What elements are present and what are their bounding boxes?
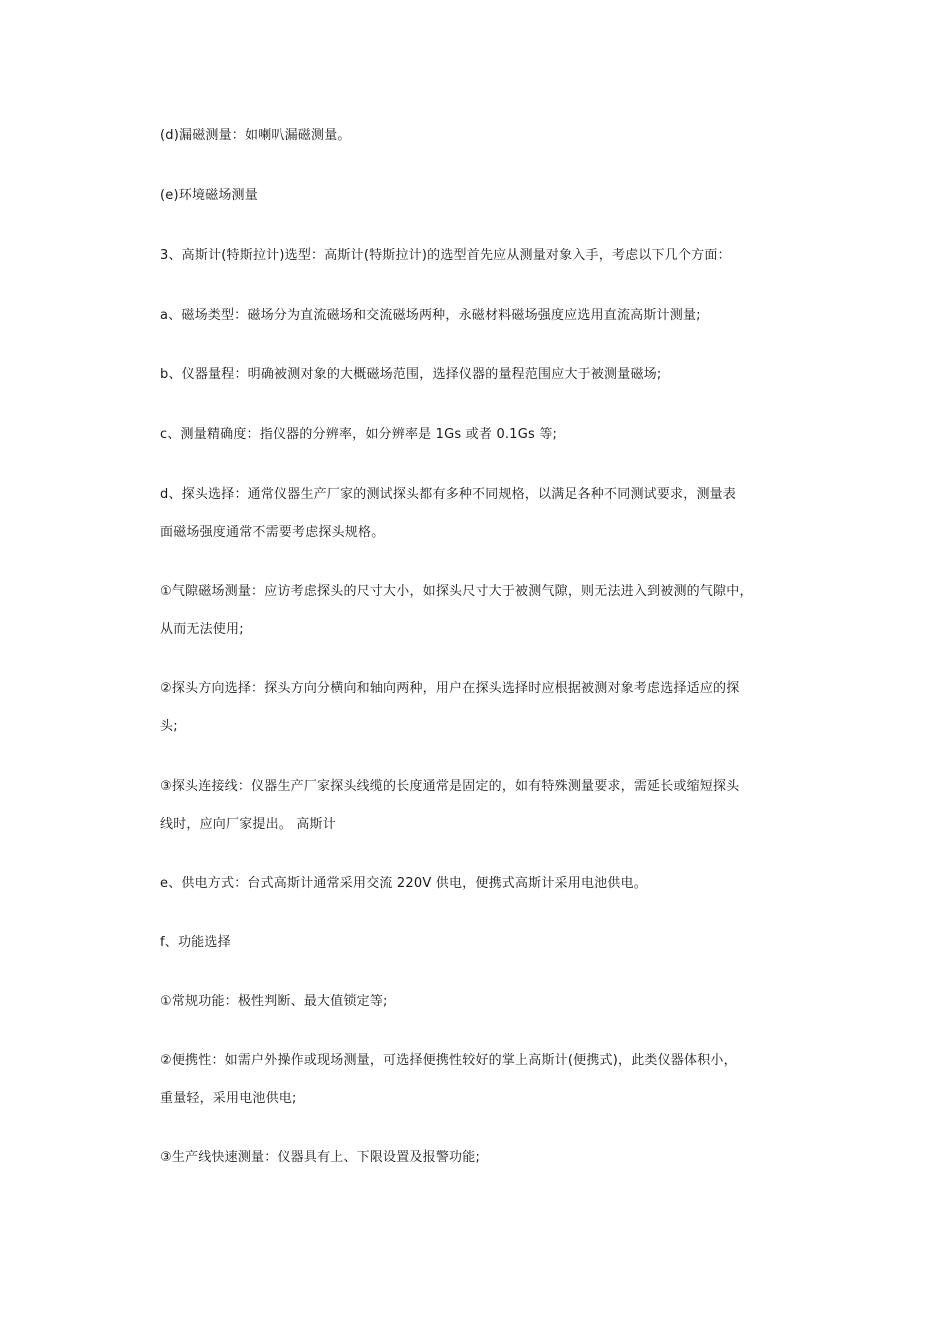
text-line-production-line: ③生产线快速测量：仪器具有上、下限设置及报警功能; (160, 1150, 481, 1165)
text-line-range: b、仪器量程：明确被测对象的大概磁场范围，选择仪器的量程范围应大于被测量磁场; (160, 367, 662, 382)
text-line-leak-measurement: (d)漏磁测量：如喇叭漏磁测量。 (160, 128, 351, 143)
text-line-probe-selection: d、探头选择：通常仪器生产厂家的测试探头都有多种不同规格，以满足各种不同测试要求，测量表 (160, 487, 737, 502)
text-line-probe-selection-cont: 面磁场强度通常不需要考虑探头规格。 (160, 525, 385, 540)
text-line-probe-cable: ③探头连接线：仪器生产厂家探头线缆的长度通常是固定的，如有特殊测量要求，需延长或缩短探头 (160, 779, 740, 794)
text-line-air-gap: ①气隙磁场测量：应访考虑探头的尺寸大小，如探头尺寸大于被测气隙，则无法进入到被测的气隙中， (160, 584, 753, 599)
text-line-selection-heading: 3、高斯计(特斯拉计)选型：高斯计(特斯拉计)的选型首先应从测量对象入手，考虑以下几个方面： (160, 248, 731, 263)
text-line-probe-direction-cont: 头; (160, 719, 178, 734)
text-line-field-type: a、磁场类型：磁场分为直流磁场和交流磁场两种，永磁材料磁场强度应选用直流高斯计测量; (160, 308, 701, 323)
text-line-function-selection: f、功能选择 (160, 935, 231, 950)
text-line-probe-cable-cont: 线时，应向厂家提出。 高斯计 (160, 817, 336, 832)
text-line-accuracy: c、测量精确度：指仪器的分辨率，如分辨率是 1Gs 或者 0.1Gs 等; (160, 427, 558, 442)
text-line-power-supply: e、供电方式：台式高斯计通常采用交流 220V 供电，便携式高斯计采用电池供电。 (160, 876, 647, 891)
text-line-environment-measurement: (e)环境磁场测量 (160, 188, 258, 203)
text-line-regular-function: ①常规功能：极性判断、最大值锁定等; (160, 994, 388, 1009)
text-line-probe-direction: ②探头方向选择：探头方向分横向和轴向两种，用户在探头选择时应根据被测对象考虑选择适应的探 (160, 681, 740, 696)
text-line-portability: ②便携性：如需户外操作或现场测量，可选择便携性较好的掌上高斯计(便携式)，此类仪器体积小， (160, 1053, 737, 1068)
text-line-air-gap-cont: 从而无法使用; (160, 622, 244, 637)
text-line-portability-cont: 重量轻，采用电池供电; (160, 1091, 297, 1106)
